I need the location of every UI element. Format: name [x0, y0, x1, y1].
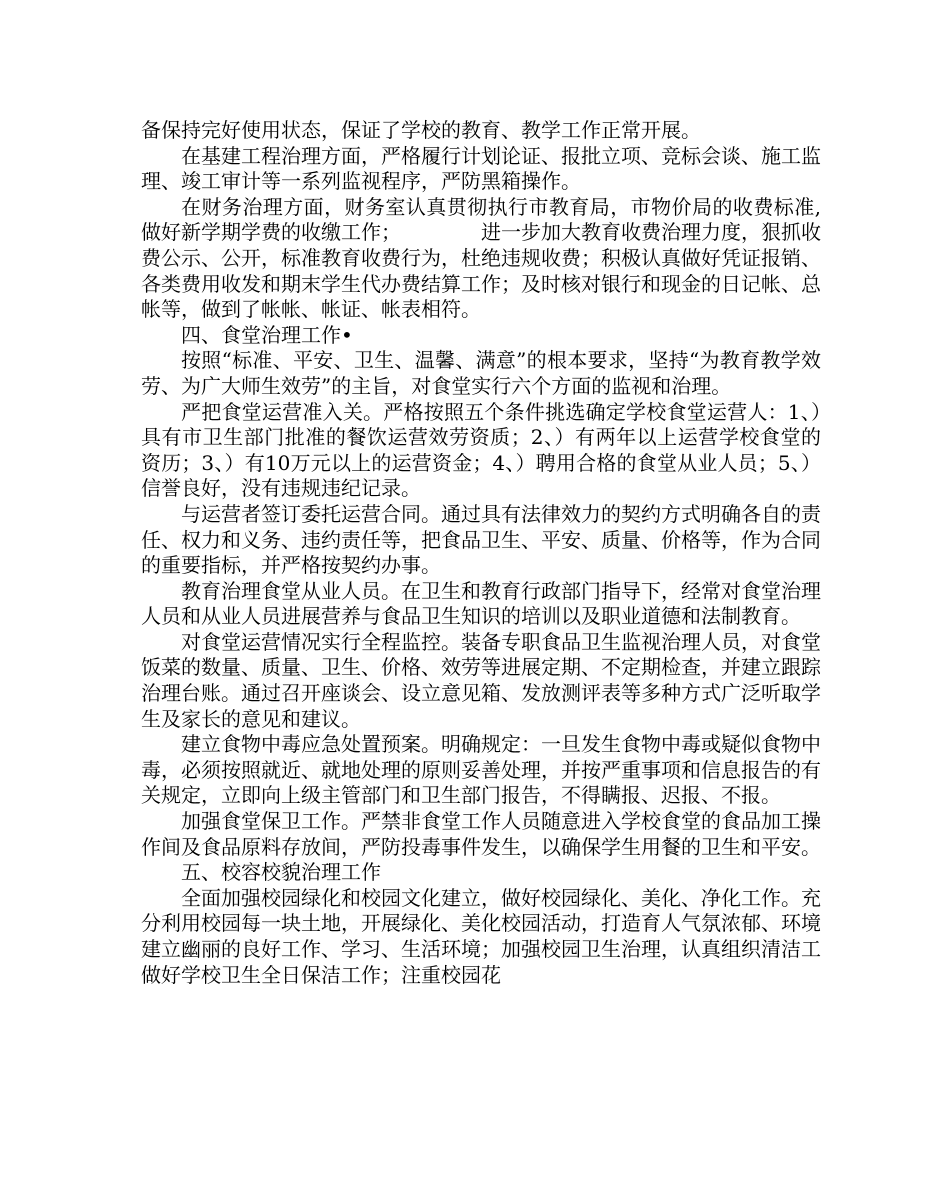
document-body: [141, 118, 821, 988]
section-heading-campus: 五、校容校貌治理工作: [181, 860, 381, 885]
paragraph-canteen-emergency: 建立食物中毒应急处置预案。明确规定：一旦发生食物中毒或疑似食物中毒，必须按照就近、就地处理的原则妥善处理，并按严重事项和信息报告的有关规定，立即向上级主管部门和卫生部门报告，不得瞒报、迟报、不报。: [141, 732, 821, 808]
paragraph-construction: 在基建工程治理方面，严格履行计划论证、报批立项、竞标会谈、施工监理、竣工审计等一系列监视程序，严防黑箱操作。: [141, 143, 821, 194]
paragraph-continuation: 备保持完好使用状态，保证了学校的教育、教学工作正常开展。: [141, 118, 701, 142]
paragraph-campus: 全面加强校园绿化和校园文化建立，做好校园绿化、美化、净化工作。充分利用校园每一块土地，开展绿化、美化校园活动，打造育人气氛浓郁、环境建立幽丽的良好工作、学习、生活环境；加强校园卫生治理，认真组织清洁工做好学校卫生全日保洁工作；注重校园花: [141, 885, 821, 987]
paragraph-canteen-security: 加强食堂保卫工作。严禁非食堂工作人员随意进入学校食堂的食品加工操作间及食品原料存放间，严防投毒事件发生，以确保学生用餐的卫生和平安。: [141, 809, 821, 859]
paragraph-finance-head: 在财务治理方面，财务室认真贯彻执行市教育局，市物价局的收费标准,做好新学期学费的收缴工作；: [141, 194, 821, 245]
paragraph-canteen-monitoring: 对食堂运营情况实行全程监控。装备专职食品卫生监视治理人员，对食堂饭菜的数量、质量、卫生、价格、效劳等进展定期、不定期检查，并建立跟踪治理台账。通过召开座谈会、设立意见箱、发放测评表等多种方式广泛听取学生及家长的意见和建议。: [141, 629, 821, 731]
section-heading-canteen: 四、食堂治理工作•: [181, 322, 353, 347]
paragraph-finance: [141, 195, 821, 323]
paragraph-canteen-contract: 与运营者签订委托运营合同。通过具有法律效力的契约方式明确各自的责任、权力和义务、违约责任等，把食品卫生、平安、质量、价格等，作为合同的重要指标，并严格按契约办事。: [141, 501, 821, 578]
paragraph-canteen-training: 教育治理食堂从业人员。在卫生和教育行政部门指导下，经常对食堂治理人员和从业人员进展营养与食品卫生知识的培训以及职业道德和法制教育。: [141, 578, 821, 629]
paragraph-canteen-access: 严把食堂运营准入关。严格按照五个条件挑选确定学校食堂运营人：1、）具有市卫生部门批准的餐饮运营效劳资质；2、）有两年以上运营学校食堂的资历；3、）有10万元以上的运营资金；4、）聘用合格的食堂从业人员；5、）信誉良好，没有违规违纪记录。: [141, 399, 821, 501]
paragraph-canteen-intro: 按照“标准、平安、卫生、温馨、满意”的根本要求，坚持“为教育教学效劳、为广大师生效劳”的主旨，对食堂实行六个方面的监视和治理。: [141, 348, 821, 398]
paragraph-finance-tail: 进一步加大教育收费治理力度，狠抓收费公示、公开，标准教育收费行为，杜绝违规收费；积极认真做好凭证报销、各类费用收发和期末学生代办费结算工作；及时核对银行和现金的日记帐、总帐等，做到了帐帐、帐证、帐表相符。: [141, 220, 821, 322]
